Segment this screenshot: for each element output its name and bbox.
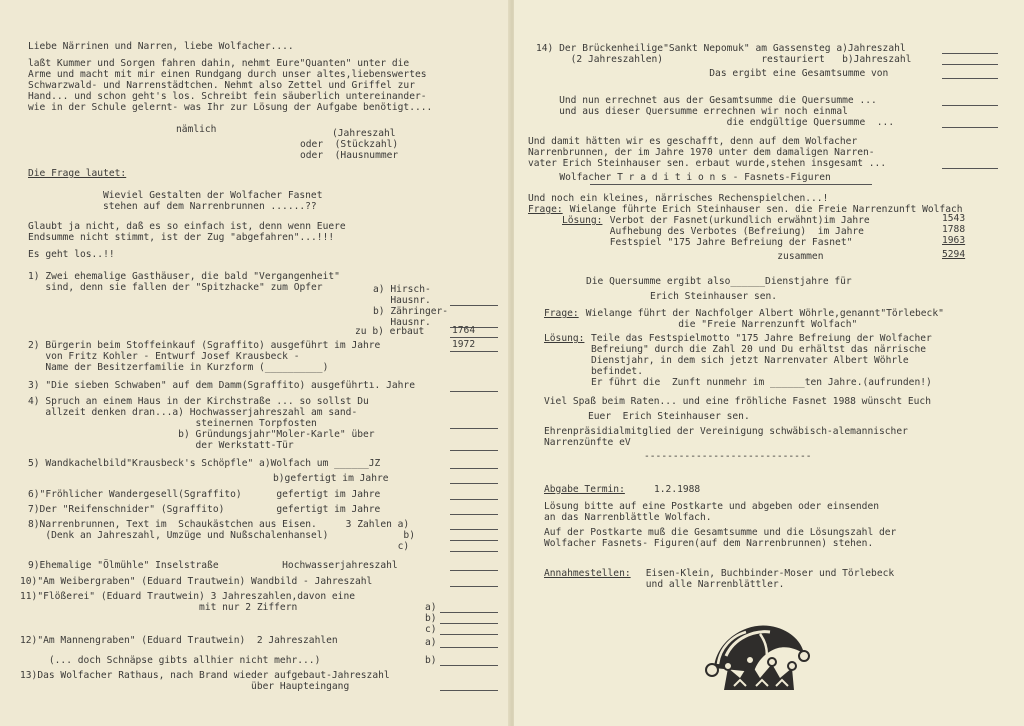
answer-line-4a[interactable] (450, 428, 498, 429)
quersumme-result: Die Quersumme ergibt also______Dienstjahre für (586, 276, 852, 287)
answer-line-7[interactable] (450, 514, 498, 515)
item-14-text: (2 Jahreszahlen) restauriert b)Jahreszahl (536, 54, 912, 65)
item-1c-value: 1764 (452, 325, 476, 336)
geschafft-line: Und damit hätten wir es geschafft, denn auf dem Wolfacher (528, 136, 858, 147)
answer-line-8c[interactable] (450, 551, 498, 552)
answer-line-14b[interactable] (942, 64, 998, 65)
item-1c: zu b) erbaut (355, 326, 425, 337)
item-8-text: c) (28, 541, 410, 552)
item-12-text: 12)"Am Mannengraben" (Eduard Trautwein) 2 Jahreszahlen (20, 635, 338, 646)
jester-hat-icon (704, 612, 810, 694)
loesung-row-value: 1963 (942, 235, 966, 246)
item-11-text: mit nur 2 Ziffern (20, 602, 298, 613)
item-13-text: 13)Das Wolfacher Rathaus, nach Brand wieder aufgebaut-Jahreszahl (20, 670, 390, 681)
answer-line-figuren[interactable] (942, 168, 998, 169)
item-8-text: 8)Narrenbrunnen, Text im Schaukästchen aus Eisen. 3 Zahlen a) (28, 519, 410, 530)
answer-line-11a[interactable] (440, 612, 498, 613)
quersumme-line: die endgültige Quersumme ... (536, 117, 895, 128)
erich-name: Erich Steinhauser sen. (650, 291, 778, 302)
postkarte-line: Wolfacher Fasnets- Figuren(auf dem Narrenbrunnen) stehen. (544, 538, 874, 549)
item-7-text: 7)Der "Reifenschnider" (Sgraffito) gefertigt im Jahre (28, 504, 381, 515)
item-13-text: über Haupteingang (20, 681, 350, 692)
option-hausnummer: oder (Hausnummer (300, 150, 399, 161)
abgabe-text: an das Narrenblättle Wolfach. (544, 512, 712, 523)
frage2-label: Frage: (544, 308, 579, 319)
annahme-label: Annahmestellen: (544, 568, 631, 579)
item-9-text: 9)Ehemalige "Ölmühle" Inselstraße Hochwasserjahreszahl (28, 560, 398, 571)
frage1-label: Frage: (528, 204, 563, 215)
item-3-text: 3) "Die sieben Schwaben" auf dem Damm(Sgraffito) ausgeführtı. Jahre (28, 380, 415, 391)
intro-line: Arme und macht mit mir einen Rundgang durch unser altes,liebenswertes (28, 69, 427, 80)
traditions-heading: Wolfacher T r a d i t i o n s - Fasnets-Figuren (542, 172, 831, 183)
greeting: Liebe Närrinen und Narren, liebe Wolfacher.... (28, 41, 294, 52)
item-2-text: von Fritz Kohler - Entwurf Josef Krausbeck - (28, 351, 300, 362)
item-11c: c) (425, 624, 437, 635)
loesung-row-value: 1788 (942, 224, 966, 235)
answer-line-4b[interactable] (450, 450, 498, 451)
intro-line: Schwarzwald- und Narrenstädtchen. Nehmt also Zettel und Griffel zur (28, 80, 415, 91)
naemlich-label: nämlich (176, 124, 217, 135)
loesung2-line: befindet. (591, 366, 643, 377)
answer-line-1a[interactable] (450, 305, 498, 306)
honor-line: Ehrenpräsidialmitglied der Vereinigung schwäbisch-alemannischer (544, 426, 908, 437)
annahme-line: und alle Narrenblättler. (640, 579, 785, 590)
spielchen-line: Und noch ein kleines, närrisches Rechenspielchen...! (528, 193, 829, 204)
item-11b: b) (425, 613, 437, 624)
question-line: Wieviel Gestalten der Wolfacher Fasnet (103, 190, 323, 201)
abgabe-label: Abgabe Termin: (544, 484, 625, 495)
loesung2-line: Teile das Festspielmotto "175 Jahre Befreiung der Wolfacher (591, 333, 932, 344)
answer-line-11c[interactable] (440, 634, 498, 635)
answer-line-13[interactable] (440, 690, 498, 691)
frage-heading: Die Frage lautet: (28, 168, 127, 179)
item-1-text: 1) Zwei ehemalige Gasthäuser, die bald "Vergangenheit" (28, 271, 340, 282)
frage2-text: Wielange führt der Nachfolger Albert Wöhrle,genannt"Törlebeck" (580, 308, 944, 319)
loesung2-line: Dienstjahr, in dem sich jetzt Narrenvater Albert Wöhrle (591, 355, 909, 366)
start-line: Es geht los..!! (28, 249, 115, 260)
item-14-text: Das ergibt eine Gesamtsumme von (536, 68, 889, 79)
signature: Euer Erich Steinhauser sen. (588, 411, 750, 422)
item-4-text: b) Gründungsjahr"Moler-Karle" über (28, 429, 375, 440)
answer-line-gesamtsumme[interactable] (942, 78, 998, 79)
loesung-row: Verbot der Fasnet(urkundlich erwähnt)im Jahre (604, 215, 870, 226)
item-2-text: 2) Bürgerin beim Stoffeinkauf (Sgraffito) ausgeführt im Jahre (28, 340, 381, 351)
loesung2-line: Er führt die Zunft nunmehr im ______ten Jahre.(aufrunden!) (591, 377, 932, 388)
item-6-text: 6)"Fröhlicher Wandergesell(Sgraffito) gefertigt im Jahre (28, 489, 381, 500)
answer-line-8a[interactable] (450, 529, 498, 530)
answer-line-6[interactable] (450, 499, 498, 500)
abgabe-date: 1.2.1988 (654, 484, 701, 495)
answer-line-11b[interactable] (440, 623, 498, 624)
quersumme-line: und aus dieser Quersumme errechnen wir noch einmal (536, 106, 848, 117)
loesung2-line: Befreiung" durch die Zahl 20 und Du erhältst das närrische (591, 344, 927, 355)
item-12b: b) (425, 655, 437, 666)
answer-line-10[interactable] (450, 586, 498, 587)
right-page (514, 0, 1024, 726)
warning-line: Glaubt ja nicht, daß es so einfach ist, denn wenn Euere (28, 221, 346, 232)
loesung1-label: Lösung: (562, 215, 603, 226)
left-page (0, 0, 510, 726)
loesung2-label: Lösung: (544, 333, 585, 344)
item-14-text: 14) Der Brückenheilige"Sankt Nepomuk" am Gassensteg a)Jahreszahl (536, 43, 906, 54)
loesung-total: 5294 (942, 249, 966, 260)
item-1-text: sind, denn sie fallen der "Spitzhacke" zum Opfer (28, 282, 323, 293)
answer-line-12a[interactable] (440, 647, 498, 648)
item-4-text: 4) Spruch an einem Haus in der Kirchstraße ... so sollst Du (28, 396, 369, 407)
answer-line-12b[interactable] (440, 665, 498, 666)
item-2-text: Name der Besitzerfamilie in Kurzform (__________) (28, 362, 329, 373)
item-12-text: (... doch Schnäpse gibts allhier nicht mehr...) (20, 655, 321, 666)
item-1a-2: Hausnr. (373, 295, 431, 306)
item-4-text: allzeit denken dran...a) Hochwasserjahreszahl am sand- (28, 407, 358, 418)
item-5b-text: b)gefertigt im Jahre (273, 473, 389, 484)
item-8-text: (Denk an Jahreszahl, Umzüge und Nußschalenhansel) b) (28, 530, 415, 541)
geschafft-line: vater Erich Steinhauser sen. erbaut wurde,stehen insgesamt ... (528, 158, 887, 169)
answer-line-5a[interactable] (450, 468, 498, 469)
option-stueckzahl: oder (Stückzahl) (300, 139, 399, 150)
answer-line-endgueltig[interactable] (942, 127, 998, 128)
dash-separator: ----------------------------- (644, 451, 812, 462)
answer-line-3[interactable] (450, 391, 498, 392)
intro-line: laßt Kummer und Sorgen fahren dahin, nehmt Eure"Quanten" unter die (28, 58, 410, 69)
traditions-underline (590, 184, 872, 185)
item-11a: a) (425, 602, 437, 613)
intro-line: wie in der Schule gelernt- was Ihr zur Lösung der Aufgabe benötigt.... (28, 102, 433, 113)
wishes-line: Viel Spaß beim Raten... und eine fröhliche Fasnet 1988 wünscht Euch (544, 396, 931, 407)
item-2-value: 1972 (452, 339, 476, 350)
intro-line: Hand... und schon geht's los. Schreibt fein säuberlich untereinander- (28, 91, 427, 102)
postkarte-line: Auf der Postkarte muß die Gesamtsumme und die Lösungszahl der (544, 527, 897, 538)
answer-line-1c (450, 337, 498, 338)
frage1-text: Wielange führte Erich Steinhauser sen. die Freie Narrenzunft Wolfach (564, 204, 963, 215)
quersumme-line: Und nun errechnet aus der Gesamtsumme die Quersumme ... (536, 95, 877, 106)
annahme-line: Eisen-Klein, Buchbinder-Moser und Törlebeck (640, 568, 895, 579)
item-4-text: der Werkstatt-Tür (28, 440, 294, 451)
loesung-row: Aufhebung des Verbotes (Befreiung) im Jahre (604, 226, 864, 237)
item-10-text: 10)"Am Weibergraben" (Eduard Trautwein) Wandbild - Jahreszahl (20, 576, 373, 587)
option-jahreszahl: (Jahreszahl (332, 128, 396, 139)
loesung-row: Festspiel "175 Jahre Befreiung der Fasnet" (604, 237, 853, 248)
answer-line-2 (450, 351, 498, 352)
warning-line: Endsumme nicht stimmt, ist der Zug "abgefahren"...!!! (28, 232, 335, 243)
frage2-text: die "Freie Narrenzunft Wolfach" (580, 319, 858, 330)
item-4-text: steinernen Torpfosten (28, 418, 317, 429)
answer-line-14a[interactable] (942, 53, 998, 54)
question-line: stehen auf dem Narrenbrunnen ......?? (103, 201, 317, 212)
item-12a: a) (425, 637, 437, 648)
item-11-text: 11)"Flößerei" (Eduard Trautwein) 3 Jahreszahlen,davon eine (20, 591, 356, 602)
abgabe-text: Lösung bitte auf eine Postkarte und abgeben oder einsenden (544, 501, 880, 512)
honor-line: Narrenzünfte eV (544, 437, 631, 448)
geschafft-line: Narrenbrunnen, der im Jahre 1970 unter dem damaligen Narren- (528, 147, 875, 158)
item-1b-2: Hausnr. (373, 317, 431, 328)
answer-line-5b[interactable] (450, 483, 498, 484)
item-5-text: 5) Wandkachelbild"Krausbeck's Schöpfle" a)Wolfach um ______JZ (28, 458, 381, 469)
answer-line-8b[interactable] (450, 540, 498, 541)
item-1b: b) Zähringer- (373, 306, 449, 317)
loesung-row-value: 1543 (942, 213, 966, 224)
loesung-row: zusammen (604, 251, 824, 262)
item-1a: a) Hirsch- (373, 284, 431, 295)
answer-line-9[interactable] (450, 570, 498, 571)
answer-line-quersumme[interactable] (942, 105, 998, 106)
